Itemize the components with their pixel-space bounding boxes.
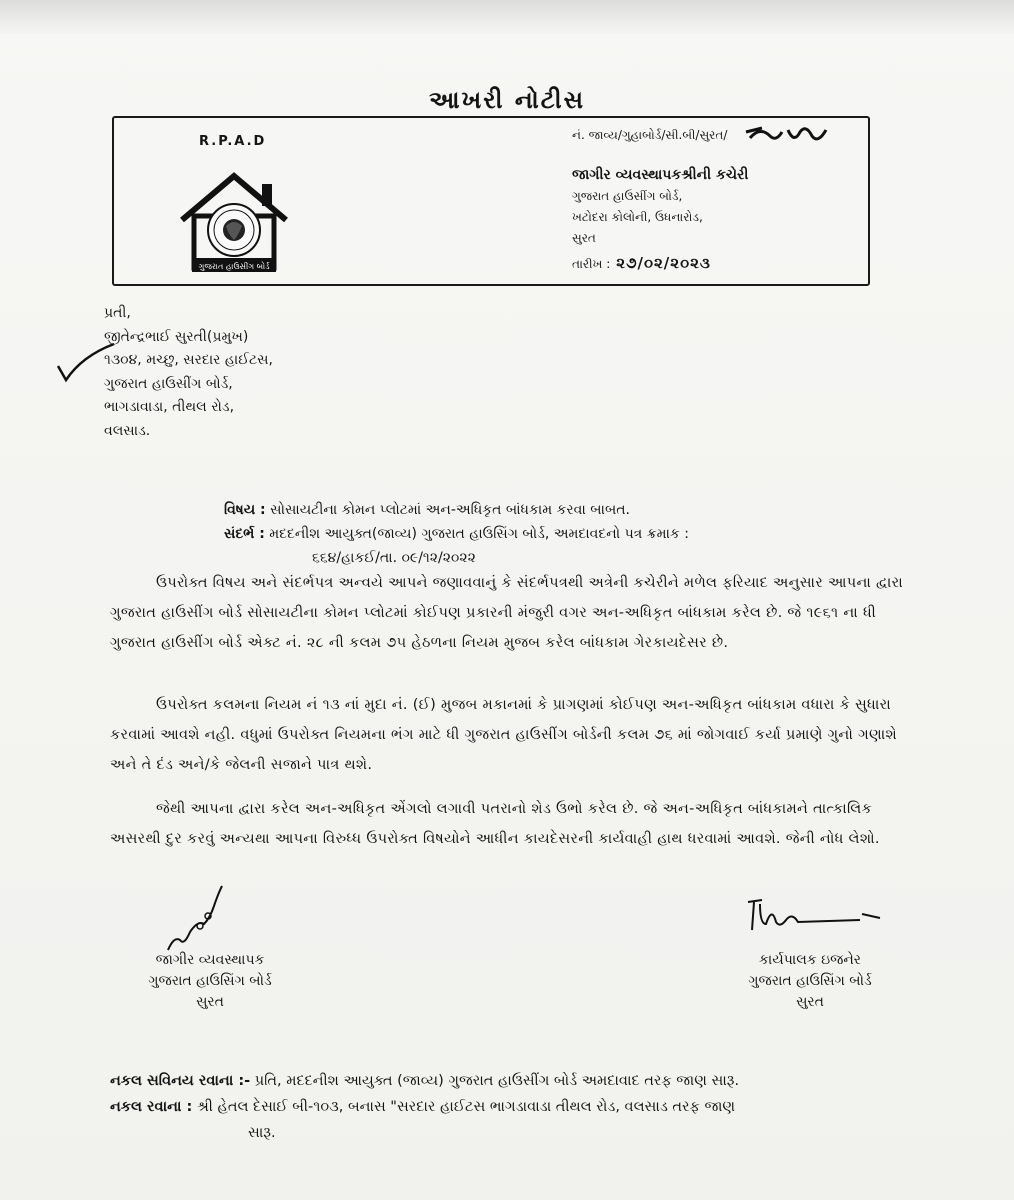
reference-text: મદદનીશ આયુક્ત(જાવ્ય) ગુજરાત હાઉસિંગ બોર્ડ, અમદાવદનો પત્ર ક્રમાક : [269, 526, 689, 542]
right-signatory [720, 950, 900, 1013]
reference-line [224, 522, 689, 546]
copy2-label: નકલ રવાના : [110, 1099, 193, 1115]
office-address-line: ગુજરાત હાઉસીંગ બોર્ડ, [572, 189, 683, 203]
addressee-line: ગુજરાત હાઉસીંગ બોર્ડ, [104, 375, 233, 392]
copies-block [110, 1068, 910, 1146]
scan-top-shadow [0, 0, 1014, 34]
office-address-line: સુરત [572, 231, 596, 245]
copy1-text: પ્રતિ, મદદનીશ આયુક્ત (જાવ્ય) ગુજરાત હાઉસીંગ બોર્ડ અમદાવાદ તરફ જાણ સારૂ. [254, 1073, 740, 1089]
left-signature [160, 880, 230, 960]
right-signature [740, 894, 890, 940]
date-line [572, 254, 862, 272]
copy-line-2 [110, 1094, 910, 1120]
office-name: જાગીર વ્યવસ્થાપકશ્રીની કચેરી [572, 167, 749, 183]
body-paragraph-2: ઉપરોક્ત કલમના નિયમ નં ૧૩ નાં મુદા નં. (ઈ) મુજબ મકાનમાં કે પ્રાગણમાં કોઈપણ અન-અધિકૃત બાંધકામ વધારા કે સુધારા કરવામાં આવશે નહી. વધુમાં ઉપરોક્ત નિયમના ભંગ માટે ધી ગુજરાત હાઉસીંગ બોર્ડની કલમ ૭૬ માં જોગવાઈ કર્યા પ્રમાણે ગુનો ગણાશે અને તે દંડ અને/કે જેલની સજાને પાત્ર થશે. [110, 697, 897, 773]
date-value: ૨૭/૦૨/૨૦૨૩ [616, 254, 711, 272]
copy1-label: નકલ સવિનય રવાના :- [110, 1073, 251, 1089]
copy2-text: શ્રી હેતલ દેસાઈ બી-૧૦૩, બનાસ "સરદાર હાઈટસ ભાગડાવાડા તીથલ રોડ, વલસાડ તરફ જાણ [196, 1099, 736, 1115]
office-address-line: ખટોદરા કોલોની, ઉધનારોડ, [572, 210, 703, 224]
addressee-block [104, 302, 273, 443]
notice-title: આખરી નોટીસ [428, 86, 586, 114]
subject-text: સોસાયટીના કોમન પ્લોટમાં અન-અધિકૃત બાંધકામ કરવા બાબત. [270, 502, 630, 518]
reference-number [572, 128, 862, 143]
signatory-line: જાગીર વ્યવસ્થાપક [155, 952, 265, 968]
signatory-line: સુરત [196, 994, 224, 1010]
signatory-line: સુરત [796, 994, 824, 1010]
addressee-line: વલસાડ. [104, 422, 151, 439]
rpad-label: R.P.A.D [199, 134, 267, 149]
copy2-continuation: સારૂ. [248, 1125, 276, 1141]
body-paragraph-1: ઉપરોક્ત વિષય અને સંદર્ભપત્ર અન્વયે આપને જણાવવાનું કે સંદર્ભપત્રથી અત્રેની કચેરીને મળેલ ફરિયાદ અનુસાર આપના દ્વારા ગુજરાત હાઉસીંગ બોર્ડ સોસાયટીના કોમન પ્લોટમાં કોઈપણ પ્રકારની મંજુરી વગર અન-અધિકૃત બાંધકામ કરેલ છે. જે ૧૯૬૧ ના ધી ગુજરાત હાઉસીંગ બોર્ડ એક્ટ નં. ૨૮ ની કલમ ૭૫ હેઠળના નિયમ મુજબ કરેલ બાંધકામ ગેરકાયદેસર છે. [110, 575, 904, 651]
logo-caption: ગુજરાત હાઉસીંગ બોર્ડ [198, 262, 270, 271]
signatory-line: ગુજરાત હાઉસિંગ બોર્ડ [748, 973, 872, 989]
reference-number-text: નં. જાવ્ય/ગુહાબોર્ડ/સી.બી/સુરત/ [572, 128, 728, 142]
addressee-line: ૧૩૦૪, મચ્છુ, સરદાર હાઈટસ, [104, 352, 273, 368]
addressee-line: પ્રતી, [104, 305, 131, 321]
addressee-line: જીતેન્દ્રભાઈ સુરતી(પ્રમુખ) [104, 328, 249, 345]
body-paragraph-3: જેથી આપના દ્વારા કરેલ અન-અધિકૃત એંગલો લગાવી પતરાનો શેડ ઉભો કરેલ છે. જે અન-અધિકૃત બાંધકામને તાત્કાલિક અસરથી દુર કરવું અન્યથા આપના વિરુધ્ધ ઉપરોક્ત વિષયોને આધીન કાયદેસરની કાર્યવાહી હાથ ધરવામાં આવશે. જેની નોધ લેશો. [110, 801, 880, 847]
signatory-line: ગુજરાત હાઉસિંગ બોર્ડ [148, 973, 272, 989]
left-signatory [110, 950, 310, 1013]
subject-label: વિષય : [224, 502, 266, 518]
gujarat-housing-board-logo [176, 170, 292, 278]
reference-label: સંદર્ભ : [224, 526, 265, 542]
subject-line [224, 498, 689, 522]
date-label: તારીખ : [572, 257, 611, 271]
copy-line-1 [110, 1068, 910, 1094]
addressee-line: ભાગડાવાડા, તીથલ રોડ, [104, 399, 235, 415]
subject-block [224, 498, 689, 570]
letterhead-box [112, 116, 870, 286]
handwritten-number-scribble [742, 122, 832, 148]
reference-continuation: ૬૬૪/હાકઈ/તા. ૦૯/૧૨/૨૦૨૨ [312, 550, 476, 566]
signatory-line: કાર્યપાલક ઇજનેર [758, 952, 862, 968]
office-block [572, 128, 862, 272]
